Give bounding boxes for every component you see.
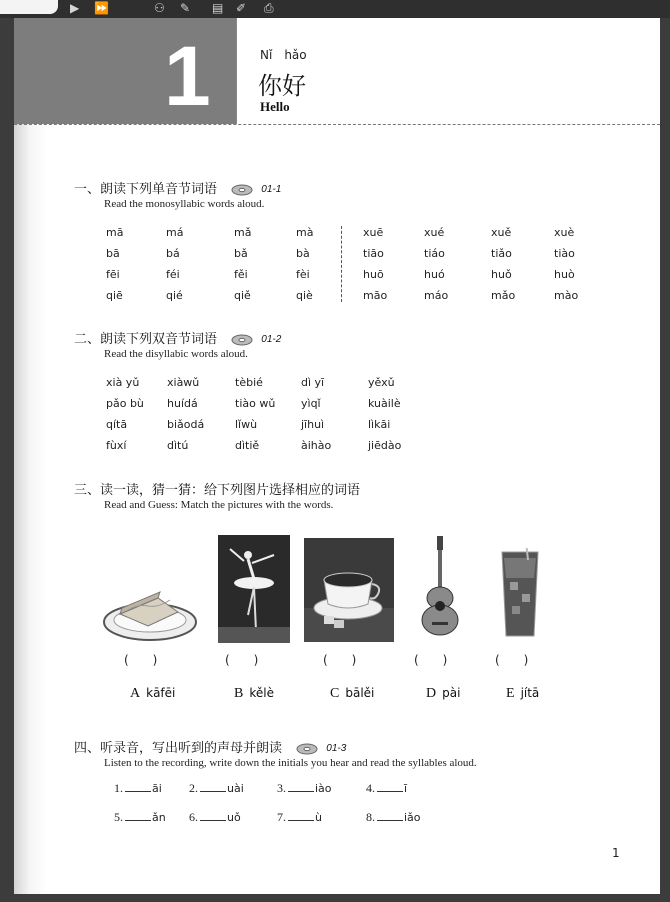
track-number: 01-2 <box>261 334 282 345</box>
answer-blank[interactable]: ( ) <box>225 653 259 667</box>
play-icon[interactable]: ▶ <box>70 1 80 15</box>
monosyllable-word: xuè <box>554 226 575 239</box>
title-pinyin <box>260 48 319 62</box>
track-number: 01-1 <box>261 184 282 195</box>
item-number: 6. <box>189 810 198 824</box>
monosyllable-word: bǎ <box>234 247 248 260</box>
audio-cd-icon[interactable] <box>231 184 253 196</box>
disyllable-word: pǎo bù <box>106 397 144 410</box>
monosyllable-word: tiào <box>554 247 575 260</box>
disyllable-word: huídá <box>167 397 198 410</box>
disyllable-word: dìtú <box>167 439 189 452</box>
disyllable-word: tèbié <box>235 376 263 389</box>
option-word: pài <box>442 686 461 700</box>
textbook-page <box>14 18 660 894</box>
cola-image <box>498 548 542 644</box>
audio-cd-icon[interactable] <box>231 334 253 346</box>
initial-fill-item <box>366 781 407 796</box>
disyllable-word: lìkāi <box>368 418 391 431</box>
syllable-final: uài <box>227 782 244 795</box>
monosyllable-word: huò <box>554 268 575 281</box>
section-2-title <box>74 328 281 347</box>
initial-fill-item <box>277 810 322 825</box>
monosyllable-word: bā <box>106 247 120 260</box>
monosyllable-word: qiē <box>106 289 123 302</box>
initial-fill-item <box>277 781 332 796</box>
section-1-heading: 一、朗读下列单音节词语 <box>74 182 218 197</box>
monosyllable-word: tiāo <box>363 247 384 260</box>
fast-forward-icon[interactable]: ⏩ <box>94 1 109 15</box>
initial-blank[interactable] <box>288 781 314 792</box>
monosyllable-word: bà <box>296 247 310 260</box>
monosyllable-word: tiǎo <box>491 247 512 260</box>
initial-fill-item <box>189 810 241 825</box>
monosyllable-word: tiáo <box>424 247 445 260</box>
monosyllable-word: huó <box>424 268 445 281</box>
option-word: bālěi <box>345 686 375 700</box>
syllable-final: āi <box>152 782 162 795</box>
section-2-heading: 二、朗读下列双音节词语 <box>74 332 218 347</box>
initial-blank[interactable] <box>377 781 403 792</box>
toolbar-tab[interactable] <box>0 0 58 14</box>
monosyllable-word: qié <box>166 289 183 302</box>
monosyllable-word: mǎ <box>234 226 252 239</box>
disyllable-word: tiào wǔ <box>235 397 276 410</box>
disyllable-word: kuàilè <box>368 397 401 410</box>
track-number: 01-3 <box>326 743 347 754</box>
monosyllable-word: bá <box>166 247 180 260</box>
item-number: 7. <box>277 810 286 824</box>
syllable-final: ù <box>315 811 322 824</box>
monosyllable-word: fēi <box>106 268 120 281</box>
guitar-image <box>418 536 462 644</box>
monosyllable-word: huō <box>363 268 384 281</box>
pinyin-syllable: Nǐ <box>260 48 273 62</box>
monosyllable-word: má <box>166 226 184 239</box>
disyllable-word: biǎodá <box>167 418 205 431</box>
initial-fill-item <box>189 781 244 796</box>
monosyllable-word: mào <box>554 289 579 302</box>
item-number: 8. <box>366 810 375 824</box>
item-number: 3. <box>277 781 286 795</box>
pencil-icon[interactable]: ✎ <box>180 1 191 15</box>
binoculars-icon[interactable]: ⚇ <box>154 1 165 15</box>
print-icon[interactable]: ⎙ <box>264 1 274 15</box>
disyllable-word: lǐwù <box>235 418 258 431</box>
disyllable-word: jīhuì <box>301 418 325 431</box>
option-letter: C <box>330 686 340 701</box>
option-letter: A <box>130 686 141 701</box>
option-letter: D <box>426 686 437 701</box>
monosyllable-word: qiè <box>296 289 313 302</box>
disyllable-word: fùxí <box>106 439 127 452</box>
section-3-subtitle: Read and Guess: Match the pictures with the words. <box>104 499 334 511</box>
option-b <box>234 686 274 702</box>
reader-toolbar <box>0 0 670 18</box>
pinyin-syllable: hǎo <box>284 48 307 62</box>
coffee-image <box>304 538 394 646</box>
disyllable-word: dì yī <box>301 376 325 389</box>
initial-blank[interactable] <box>125 781 151 792</box>
option-word: jítā <box>520 686 540 700</box>
disyllable-word: qítā <box>106 418 128 431</box>
monosyllable-word: fěi <box>234 268 248 281</box>
header-divider <box>236 18 237 124</box>
initial-blank[interactable] <box>288 810 314 821</box>
disyllable-word: xiàwǔ <box>167 376 200 389</box>
answer-blank[interactable]: ( ) <box>495 653 529 667</box>
monosyllable-word: mǎo <box>491 289 516 302</box>
audio-cd-icon[interactable] <box>296 743 318 755</box>
initial-blank[interactable] <box>125 810 151 821</box>
monosyllable-word: māo <box>363 289 388 302</box>
option-word: kělè <box>249 686 274 700</box>
item-number: 1. <box>114 781 123 795</box>
item-number: 5. <box>114 810 123 824</box>
initial-blank[interactable] <box>200 810 226 821</box>
option-d <box>426 686 460 702</box>
section-1-subtitle: Read the monosyllabic words aloud. <box>104 198 265 210</box>
column-divider <box>341 226 342 302</box>
section-4-heading: 四、听录音，写出听到的声母并朗读 <box>74 741 283 756</box>
book-icon[interactable]: ▤ <box>212 1 224 15</box>
monosyllable-word: mā <box>106 226 124 239</box>
initial-fill-item <box>114 781 162 796</box>
syllable-final: iào <box>315 782 332 795</box>
initial-blank[interactable] <box>200 781 226 792</box>
disyllable-word: xià yǔ <box>106 376 140 389</box>
syllable-final: ī <box>404 782 408 795</box>
lesson-title-en: Hello <box>260 99 290 114</box>
monosyllable-word: huǒ <box>491 268 512 281</box>
page-number: 1 <box>612 846 620 860</box>
section-4-subtitle: Listen to the recording, write down the initials you hear and read the syllables aloud. <box>104 757 477 769</box>
disyllable-word: yìqǐ <box>301 397 321 410</box>
monosyllable-word: qiě <box>234 289 251 302</box>
item-number: 4. <box>366 781 375 795</box>
section-2-subtitle: Read the disyllabic words aloud. <box>104 348 248 360</box>
option-letter: B <box>234 686 244 701</box>
option-c <box>330 686 374 702</box>
monosyllable-word: xuē <box>363 226 384 239</box>
initial-fill-item <box>366 810 421 825</box>
answer-blank[interactable]: ( ) <box>414 653 448 667</box>
monosyllable-word: mà <box>296 226 314 239</box>
option-a <box>130 686 175 702</box>
pie-image <box>98 578 202 648</box>
chapter-number: 1 <box>164 29 211 123</box>
option-word: kāfēi <box>146 686 176 700</box>
monosyllable-word: féi <box>166 268 180 281</box>
section-1-title <box>74 178 281 197</box>
option-e <box>506 686 539 702</box>
option-letter: E <box>506 686 515 701</box>
answer-blank[interactable]: ( ) <box>124 653 158 667</box>
initial-blank[interactable] <box>377 810 403 821</box>
initial-fill-item <box>114 810 166 825</box>
monosyllable-word: fèi <box>296 268 310 281</box>
lesson-title-cn: 你好 <box>258 72 306 100</box>
disyllable-word: dìtiě <box>235 439 260 452</box>
monosyllable-word: xué <box>424 226 445 239</box>
header-dashed-rule <box>14 124 660 125</box>
answer-blank[interactable]: ( ) <box>323 653 357 667</box>
syllable-final: ǎn <box>152 811 166 824</box>
disyllable-word: yěxǔ <box>368 376 395 389</box>
section-3-title: 三、读一读，猜一猜：给下列图片选择相应的词语 <box>74 483 361 498</box>
section-4-title <box>74 737 346 756</box>
highlighter-icon[interactable]: ✐ <box>236 1 247 15</box>
monosyllable-word: máo <box>424 289 449 302</box>
disyllable-word: jiēdào <box>368 439 402 452</box>
syllable-final: uǒ <box>227 811 241 824</box>
syllable-final: iǎo <box>404 811 421 824</box>
ballerina-image <box>218 535 290 647</box>
disyllable-word: àihào <box>301 439 332 452</box>
monosyllable-word: xuě <box>491 226 512 239</box>
item-number: 2. <box>189 781 198 795</box>
